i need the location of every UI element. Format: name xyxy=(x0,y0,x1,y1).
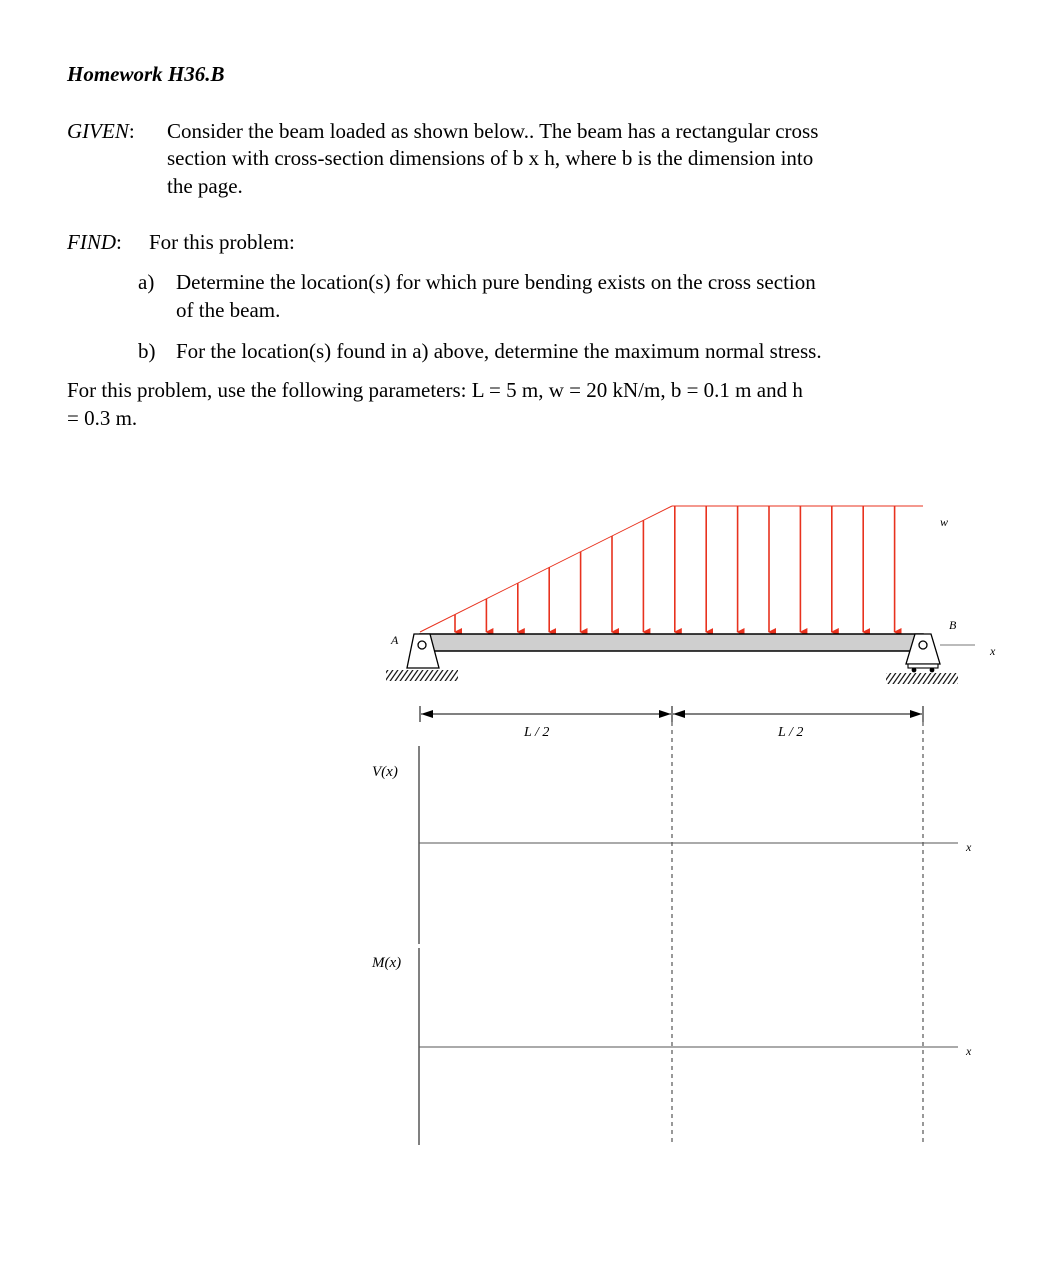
ground-hatch-a xyxy=(386,670,458,681)
load-ramp-line xyxy=(420,506,672,632)
shear-label: V(x) xyxy=(372,764,398,780)
moment-label: M(x) xyxy=(372,955,402,971)
parameters-line-1: For this problem, use the following parameters: L = 5 m, w = 20 kN/m, b = 0.1 m and h xyxy=(67,378,803,402)
part-a-line-1: Determine the location(s) for which pure bending exists on the cross section xyxy=(176,270,816,294)
parameters-line-2: = 0.3 m. xyxy=(67,406,138,430)
part-b-marker: b) xyxy=(138,339,156,363)
given-line-2: section with cross-section dimensions of b x h, where b is the dimension into xyxy=(167,146,814,170)
load-arrows xyxy=(455,506,895,632)
support-b-label: B xyxy=(949,618,957,632)
dimension-lines xyxy=(420,706,923,740)
find-colon: : xyxy=(116,230,122,254)
moment-diagram-axes xyxy=(371,948,972,1145)
beam xyxy=(420,634,923,651)
ground-hatch-b xyxy=(886,673,958,684)
part-b-line-1: For the location(s) found in a) above, determine the maximum normal stress. xyxy=(176,339,822,363)
beam-axis-x-label: x xyxy=(990,644,996,658)
moment-axis-x-label: x xyxy=(966,1044,972,1058)
given-line-1: Consider the beam loaded as shown below.. The beam has a rectangular cross xyxy=(167,119,819,143)
find-intro: For this problem: xyxy=(149,230,295,254)
find-label: FIND xyxy=(67,230,116,254)
distributed-load xyxy=(420,506,923,632)
dim-label-right: L / 2 xyxy=(778,725,804,740)
support-a-label: A xyxy=(391,633,399,647)
given-colon: : xyxy=(128,119,135,143)
part-a-line-2: of the beam. xyxy=(176,298,281,322)
homework-title: Homework H36.B xyxy=(67,62,225,86)
given-line-3: the page. xyxy=(167,174,243,198)
shear-axis-x-label: x xyxy=(966,840,972,854)
dim-label-left: L / 2 xyxy=(524,725,550,740)
given-label: GIVEN xyxy=(67,119,129,143)
part-a-marker: a) xyxy=(138,270,155,294)
load-w-label: w xyxy=(940,515,949,529)
